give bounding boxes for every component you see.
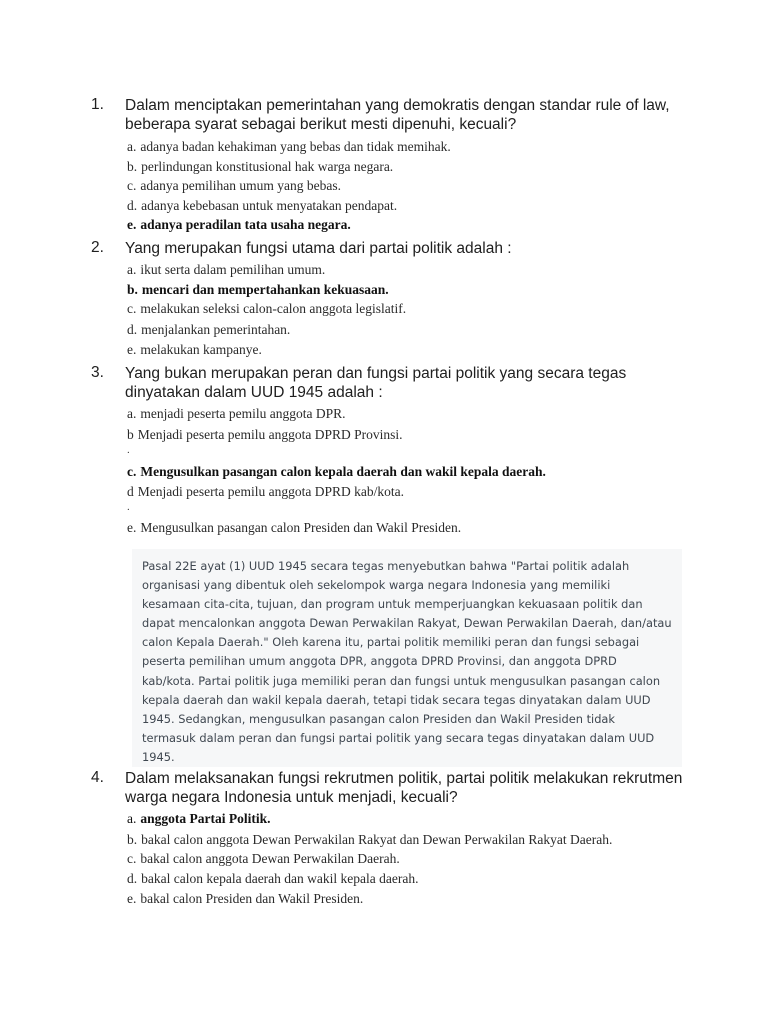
option-label: d. bbox=[127, 322, 138, 337]
option-a bbox=[127, 139, 451, 155]
option-label: b. bbox=[127, 832, 138, 847]
option-e bbox=[127, 891, 363, 907]
option-e-correct bbox=[127, 217, 351, 233]
option-label: b. bbox=[127, 282, 138, 297]
option-text: mencari dan mempertahankan kekuasaan. bbox=[141, 282, 389, 297]
option-text: menjadi peserta pemilu anggota DPR. bbox=[140, 406, 346, 421]
option-text: bakal calon kepala daerah dan wakil kepala daerah. bbox=[141, 871, 419, 886]
option-a bbox=[127, 406, 345, 422]
question-number: 3. bbox=[91, 364, 104, 381]
option-b bbox=[127, 159, 393, 175]
option-c bbox=[127, 178, 341, 194]
question-text: Dalam menciptakan pemerintahan yang demokratis dengan standar rule of law, beberapa syarat sebagai berikut mesti dipenuhi, kecuali? bbox=[125, 97, 670, 133]
option-text: menjalankan pemerintahan. bbox=[141, 322, 291, 337]
option-c bbox=[127, 301, 406, 317]
option-text: Mengusulkan pasangan calon Presiden dan Wakil Presiden. bbox=[140, 520, 462, 535]
option-d bbox=[127, 322, 290, 338]
option-label: a. bbox=[127, 811, 137, 826]
stray-dot: . bbox=[127, 501, 130, 513]
option-text: adanya badan kehakiman yang bebas dan tidak memihak. bbox=[140, 139, 451, 154]
option-c-correct bbox=[127, 464, 546, 480]
option-label: e. bbox=[127, 342, 137, 357]
option-c bbox=[127, 851, 400, 867]
option-b bbox=[127, 427, 402, 443]
question-text: Dalam melaksanakan fungsi rekrutmen politik, partai politik melakukan rekrutmen warga negara Indonesia untuk menjadi, kecuali? bbox=[125, 770, 683, 806]
option-d bbox=[127, 484, 404, 500]
option-text: adanya kebebasan untuk menyatakan pendapat. bbox=[141, 198, 398, 213]
option-b-correct bbox=[127, 282, 389, 298]
option-label: b. bbox=[127, 159, 138, 174]
option-label: c. bbox=[127, 301, 137, 316]
option-d bbox=[127, 198, 397, 214]
option-label: e. bbox=[127, 891, 137, 906]
option-text: bakal calon anggota Dewan Perwakilan Rakyat dan Dewan Perwakilan Rakyat Daerah. bbox=[141, 832, 613, 847]
option-a bbox=[127, 262, 325, 278]
option-label: e. bbox=[127, 217, 137, 232]
option-label: d bbox=[127, 484, 134, 499]
option-label: c. bbox=[127, 851, 137, 866]
option-text: anggota Partai Politik. bbox=[140, 811, 271, 826]
option-text: melakukan seleksi calon-calon anggota legislatif. bbox=[140, 301, 407, 316]
option-label: a. bbox=[127, 406, 137, 421]
option-text: bakal calon Presiden dan Wakil Presiden. bbox=[140, 891, 364, 906]
option-text: melakukan kampanye. bbox=[140, 342, 262, 357]
option-label: a. bbox=[127, 262, 137, 277]
explanation-box: Pasal 22E ayat (1) UUD 1945 secara tegas menyebutkan bahwa "Partai politik adalah organisasi yang dibentuk oleh sekelompok warga negara Indonesia yang memiliki kesamaan cita-cita, tujuan, dan program untuk memperjuangkan kekuasaan politik dan dapat mencalonkan anggota Dewan Perwakilan Rakyat, Dewan Perwakilan Daerah, dan/atau calon Kepala Daerah." Oleh karena itu, partai politik memiliki peran dan fungsi sebagai peserta pemilihan umum anggota DPR, anggota DPRD Provinsi, dan anggota DPRD kab/kota. Partai politik juga memiliki peran dan fungsi untuk mengusulkan pasangan calon kepala daerah dan wakil kepala daerah, tetapi tidak secara tegas dinyatakan dalam UUD 1945. Sedangkan, mengusulkan pasangan calon Presiden dan Wakil Presiden tidak termasuk dalam peran dan fungsi partai politik yang secara tegas dinyatakan dalam UUD 1945. bbox=[132, 549, 682, 767]
option-label: c. bbox=[127, 178, 137, 193]
question-number: 1. bbox=[91, 96, 104, 113]
option-d bbox=[127, 871, 418, 887]
option-e bbox=[127, 342, 262, 358]
option-text: Menjadi peserta pemilu anggota DPRD Provinsi. bbox=[137, 427, 403, 442]
option-text: Menjadi peserta pemilu anggota DPRD kab/kota. bbox=[137, 484, 404, 499]
option-label: d. bbox=[127, 198, 138, 213]
option-label: e. bbox=[127, 520, 137, 535]
option-text: Mengusulkan pasangan calon kepala daerah dan wakil kepala daerah. bbox=[140, 464, 546, 479]
option-text: ikut serta dalam pemilihan umum. bbox=[140, 262, 326, 277]
option-text: adanya pemilihan umum yang bebas. bbox=[140, 178, 341, 193]
option-label: a. bbox=[127, 139, 137, 154]
option-b bbox=[127, 832, 612, 848]
question-number: 4. bbox=[91, 769, 104, 786]
question-number: 2. bbox=[91, 239, 104, 256]
option-label: b bbox=[127, 427, 134, 442]
option-e bbox=[127, 520, 461, 536]
option-a-correct bbox=[127, 811, 271, 827]
option-label: c. bbox=[127, 464, 137, 479]
option-text: perlindungan konstitusional hak warga negara. bbox=[141, 159, 394, 174]
question-text: Yang bukan merupakan peran dan fungsi partai politik yang secara tegas dinyatakan dalam UUD 1945 adalah : bbox=[125, 365, 627, 401]
stray-dot: . bbox=[127, 444, 130, 456]
option-label: d. bbox=[127, 871, 138, 886]
option-text: bakal calon anggota Dewan Perwakilan Daerah. bbox=[140, 851, 400, 866]
option-text: adanya peradilan tata usaha negara. bbox=[140, 217, 351, 232]
question-text: Yang merupakan fungsi utama dari partai politik adalah : bbox=[125, 240, 512, 257]
